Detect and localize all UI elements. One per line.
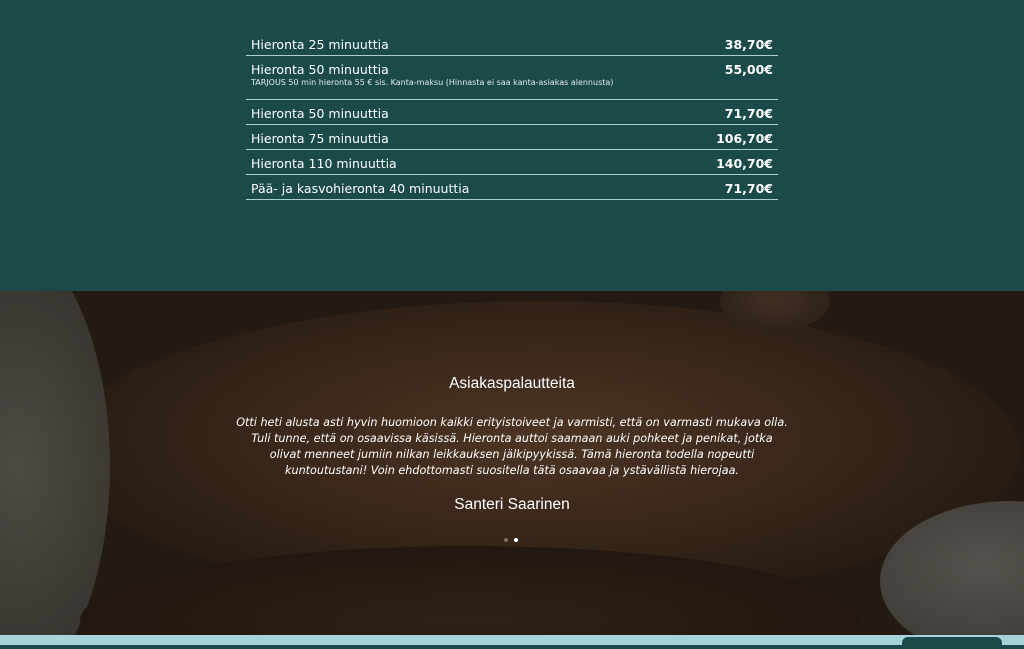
carousel-dot-1[interactable]: [504, 538, 508, 542]
price-row: [246, 175, 778, 200]
service-name: Hieronta 75 minuuttia: [251, 131, 389, 146]
footer-strip: [0, 635, 1024, 645]
price-row: [246, 150, 778, 175]
service-price: 71,70€: [724, 181, 773, 196]
price-row: [246, 100, 778, 125]
price-row: [246, 31, 778, 56]
service-name: Hieronta 50 minuuttia: [251, 106, 389, 121]
price-row: [246, 56, 778, 100]
service-price: 38,70€: [724, 37, 773, 52]
service-name: Hieronta 25 minuuttia: [251, 37, 389, 52]
pricing-section: [0, 0, 1024, 291]
price-list: [246, 31, 778, 200]
footer-button[interactable]: [902, 637, 1002, 649]
service-price: 55,00€: [724, 62, 773, 77]
testimonial-author: Santeri Saarinen: [454, 496, 570, 513]
testimonials-section: [0, 291, 1024, 635]
service-name: Hieronta 110 minuuttia: [251, 156, 397, 171]
service-offer-note: TARJOUS 50 min hieronta 55 € sis. Kanta-maksu (Hinnasta ei saa kanta-asiakas alennusta): [251, 78, 614, 87]
carousel-dot-2[interactable]: [514, 538, 518, 542]
service-price: 140,70€: [716, 156, 773, 171]
service-price: 106,70€: [716, 131, 773, 146]
price-row: [246, 125, 778, 150]
service-name: Pää- ja kasvohieronta 40 minuuttia: [251, 181, 470, 196]
service-price: 71,70€: [724, 106, 773, 121]
testimonials-title: Asiakaspalautteita: [449, 375, 575, 392]
service-name: Hieronta 50 minuuttia: [251, 62, 389, 77]
testimonial-quote: Otti heti alusta asti hyvin huomioon kaikki erityistoiveet ja varmisti, että on varmasti mukava olla. Tuli tunne, että on osaavissa käsissä. Hieronta auttoi saamaan auki pohkeet ja penikat, jotka olivat menneet jumiin nilkan leikkauksen jälkipyykissä. Tämä hieronta todella nopeutti kuntoutustani! Voin ehdottomasti suositella tätä osaavaa ja ystävällistä hierojaa.: [236, 416, 788, 477]
